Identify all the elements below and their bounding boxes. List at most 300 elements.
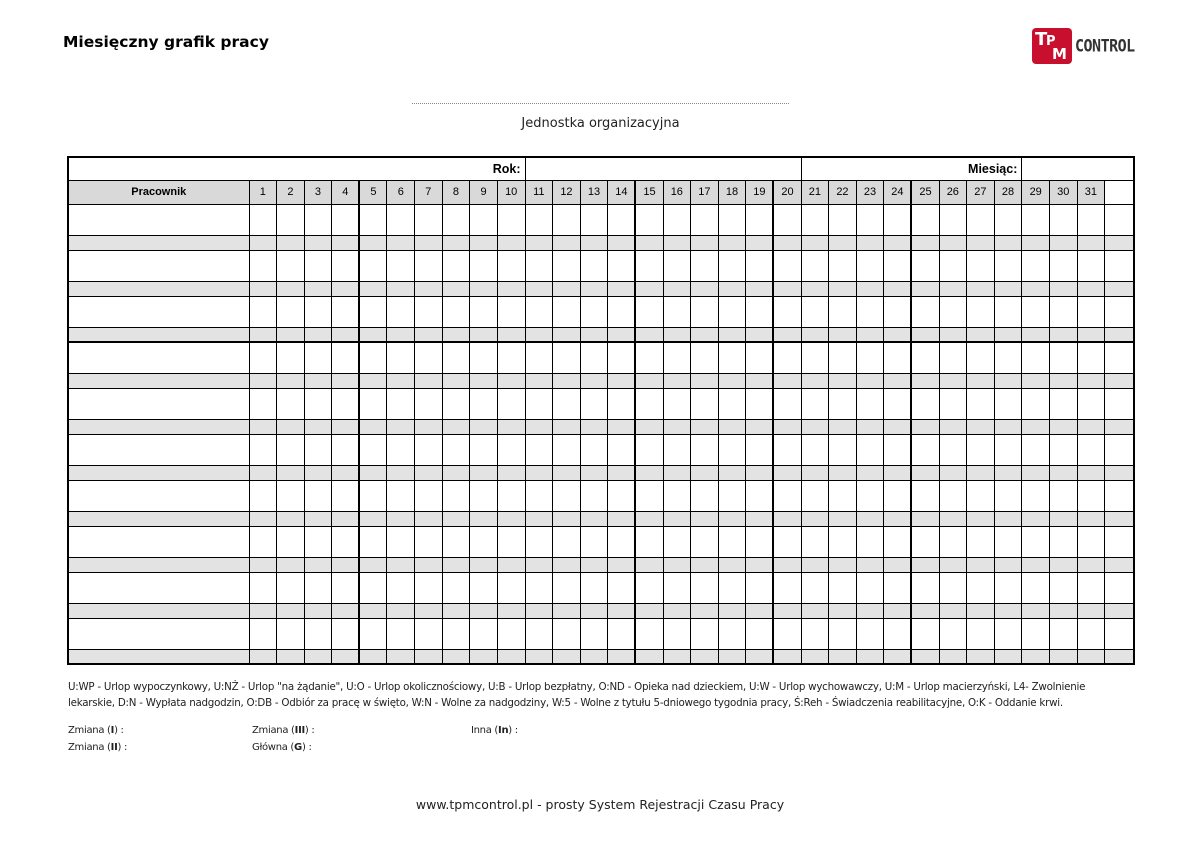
day-cell[interactable]	[249, 342, 277, 373]
day-cell[interactable]	[580, 327, 608, 342]
day-cell[interactable]	[1077, 388, 1105, 419]
day-cell[interactable]	[497, 204, 525, 235]
day-cell[interactable]	[911, 511, 939, 526]
day-cell[interactable]	[691, 603, 719, 618]
day-cell[interactable]	[884, 649, 912, 664]
day-cell[interactable]	[1077, 557, 1105, 572]
day-cell[interactable]	[1022, 618, 1050, 649]
day-cell[interactable]	[249, 480, 277, 511]
employee-name-cell[interactable]	[68, 618, 249, 649]
day-cell[interactable]	[994, 250, 1022, 281]
day-cell[interactable]	[277, 250, 305, 281]
day-cell[interactable]	[856, 603, 884, 618]
day-cell[interactable]	[746, 296, 774, 327]
day-cell[interactable]	[249, 557, 277, 572]
day-cell[interactable]	[746, 480, 774, 511]
day-cell[interactable]	[525, 327, 553, 342]
day-cell[interactable]	[525, 204, 553, 235]
day-cell[interactable]	[773, 434, 801, 465]
day-cell[interactable]	[967, 618, 995, 649]
day-cell[interactable]	[967, 388, 995, 419]
day-cell[interactable]	[884, 419, 912, 434]
day-cell[interactable]	[801, 526, 829, 557]
day-cell[interactable]	[332, 649, 360, 664]
day-cell[interactable]	[663, 419, 691, 434]
day-cell[interactable]	[608, 419, 636, 434]
day-cell[interactable]	[663, 327, 691, 342]
day-cell[interactable]	[994, 327, 1022, 342]
day-cell[interactable]	[884, 557, 912, 572]
day-cell[interactable]	[773, 480, 801, 511]
day-cell[interactable]	[497, 235, 525, 250]
day-cell[interactable]	[994, 373, 1022, 388]
day-cell[interactable]	[884, 434, 912, 465]
day-cell[interactable]	[608, 480, 636, 511]
day-cell[interactable]	[332, 572, 360, 603]
day-cell[interactable]	[635, 526, 663, 557]
day-cell[interactable]	[497, 480, 525, 511]
day-cell[interactable]	[415, 526, 443, 557]
day-cell[interactable]	[1049, 388, 1077, 419]
day-cell[interactable]	[856, 649, 884, 664]
day-cell[interactable]	[773, 618, 801, 649]
day-cell[interactable]	[801, 388, 829, 419]
day-cell[interactable]	[525, 557, 553, 572]
day-cell[interactable]	[663, 373, 691, 388]
sum-cell[interactable]	[1105, 281, 1134, 296]
day-cell[interactable]	[553, 235, 581, 250]
day-cell[interactable]	[277, 296, 305, 327]
day-cell[interactable]	[856, 618, 884, 649]
day-cell[interactable]	[691, 296, 719, 327]
day-cell[interactable]	[497, 434, 525, 465]
day-cell[interactable]	[277, 327, 305, 342]
day-cell[interactable]	[635, 465, 663, 480]
day-cell[interactable]	[967, 434, 995, 465]
day-cell[interactable]	[470, 235, 498, 250]
day-cell[interactable]	[829, 434, 857, 465]
day-cell[interactable]	[856, 327, 884, 342]
day-cell[interactable]	[304, 342, 332, 373]
day-cell[interactable]	[304, 327, 332, 342]
day-cell[interactable]	[553, 250, 581, 281]
day-cell[interactable]	[911, 250, 939, 281]
day-cell[interactable]	[470, 281, 498, 296]
day-cell[interactable]	[359, 204, 387, 235]
day-cell[interactable]	[663, 572, 691, 603]
day-cell[interactable]	[994, 296, 1022, 327]
day-cell[interactable]	[497, 557, 525, 572]
day-cell[interactable]	[442, 526, 470, 557]
employee-name-cell[interactable]	[68, 388, 249, 419]
day-cell[interactable]	[1022, 572, 1050, 603]
day-cell[interactable]	[994, 480, 1022, 511]
day-cell[interactable]	[608, 204, 636, 235]
day-cell[interactable]	[994, 511, 1022, 526]
day-cell[interactable]	[1049, 235, 1077, 250]
day-cell[interactable]	[1022, 373, 1050, 388]
employee-name-cell[interactable]	[68, 296, 249, 327]
day-cell[interactable]	[773, 204, 801, 235]
day-cell[interactable]	[939, 235, 967, 250]
day-cell[interactable]	[304, 434, 332, 465]
day-cell[interactable]	[553, 649, 581, 664]
sum-cell[interactable]	[1105, 480, 1134, 511]
day-cell[interactable]	[1049, 342, 1077, 373]
day-cell[interactable]	[801, 572, 829, 603]
day-cell[interactable]	[442, 388, 470, 419]
day-cell[interactable]	[277, 281, 305, 296]
day-cell[interactable]	[249, 603, 277, 618]
day-cell[interactable]	[442, 419, 470, 434]
day-cell[interactable]	[442, 281, 470, 296]
year-field[interactable]	[525, 157, 801, 180]
day-cell[interactable]	[470, 511, 498, 526]
day-cell[interactable]	[497, 342, 525, 373]
day-cell[interactable]	[525, 373, 553, 388]
day-cell[interactable]	[773, 327, 801, 342]
sum-cell[interactable]	[1105, 327, 1134, 342]
day-cell[interactable]	[967, 480, 995, 511]
day-cell[interactable]	[691, 327, 719, 342]
day-cell[interactable]	[1077, 511, 1105, 526]
day-cell[interactable]	[304, 296, 332, 327]
day-cell[interactable]	[1049, 480, 1077, 511]
day-cell[interactable]	[884, 204, 912, 235]
day-cell[interactable]	[525, 603, 553, 618]
day-cell[interactable]	[415, 327, 443, 342]
day-cell[interactable]	[525, 649, 553, 664]
day-cell[interactable]	[359, 373, 387, 388]
day-cell[interactable]	[773, 511, 801, 526]
day-cell[interactable]	[249, 327, 277, 342]
day-cell[interactable]	[663, 618, 691, 649]
day-cell[interactable]	[580, 296, 608, 327]
day-cell[interactable]	[746, 526, 774, 557]
day-cell[interactable]	[1022, 250, 1050, 281]
sum-cell[interactable]	[1105, 603, 1134, 618]
day-cell[interactable]	[663, 511, 691, 526]
day-cell[interactable]	[1022, 557, 1050, 572]
day-cell[interactable]	[497, 618, 525, 649]
day-cell[interactable]	[415, 603, 443, 618]
day-cell[interactable]	[773, 649, 801, 664]
day-cell[interactable]	[497, 250, 525, 281]
day-cell[interactable]	[718, 250, 746, 281]
day-cell[interactable]	[911, 572, 939, 603]
day-cell[interactable]	[580, 419, 608, 434]
day-cell[interactable]	[939, 342, 967, 373]
day-cell[interactable]	[470, 296, 498, 327]
day-cell[interactable]	[415, 434, 443, 465]
day-cell[interactable]	[856, 296, 884, 327]
day-cell[interactable]	[387, 296, 415, 327]
sum-cell[interactable]	[1105, 511, 1134, 526]
day-cell[interactable]	[525, 419, 553, 434]
day-cell[interactable]	[635, 419, 663, 434]
day-cell[interactable]	[497, 327, 525, 342]
day-cell[interactable]	[746, 557, 774, 572]
day-cell[interactable]	[359, 480, 387, 511]
day-cell[interactable]	[1049, 434, 1077, 465]
day-cell[interactable]	[442, 327, 470, 342]
sum-cell[interactable]	[1105, 419, 1134, 434]
day-cell[interactable]	[1022, 327, 1050, 342]
day-cell[interactable]	[387, 434, 415, 465]
day-cell[interactable]	[608, 572, 636, 603]
day-cell[interactable]	[911, 235, 939, 250]
month-field[interactable]	[1022, 157, 1134, 180]
day-cell[interactable]	[553, 618, 581, 649]
day-cell[interactable]	[691, 649, 719, 664]
day-cell[interactable]	[442, 204, 470, 235]
employee-name-cell[interactable]	[68, 281, 249, 296]
day-cell[interactable]	[332, 480, 360, 511]
day-cell[interactable]	[691, 281, 719, 296]
day-cell[interactable]	[911, 618, 939, 649]
day-cell[interactable]	[553, 480, 581, 511]
day-cell[interactable]	[359, 526, 387, 557]
day-cell[interactable]	[911, 296, 939, 327]
day-cell[interactable]	[718, 618, 746, 649]
day-cell[interactable]	[332, 526, 360, 557]
day-cell[interactable]	[773, 373, 801, 388]
day-cell[interactable]	[911, 388, 939, 419]
day-cell[interactable]	[1049, 250, 1077, 281]
day-cell[interactable]	[718, 572, 746, 603]
day-cell[interactable]	[635, 327, 663, 342]
day-cell[interactable]	[856, 511, 884, 526]
day-cell[interactable]	[884, 618, 912, 649]
sum-cell[interactable]	[1105, 526, 1134, 557]
day-cell[interactable]	[608, 649, 636, 664]
day-cell[interactable]	[304, 204, 332, 235]
day-cell[interactable]	[1022, 235, 1050, 250]
day-cell[interactable]	[553, 342, 581, 373]
day-cell[interactable]	[470, 557, 498, 572]
day-cell[interactable]	[277, 572, 305, 603]
day-cell[interactable]	[553, 526, 581, 557]
day-cell[interactable]	[663, 480, 691, 511]
day-cell[interactable]	[1077, 603, 1105, 618]
day-cell[interactable]	[911, 465, 939, 480]
day-cell[interactable]	[497, 603, 525, 618]
day-cell[interactable]	[553, 603, 581, 618]
day-cell[interactable]	[829, 557, 857, 572]
day-cell[interactable]	[249, 281, 277, 296]
day-cell[interactable]	[967, 465, 995, 480]
day-cell[interactable]	[1022, 434, 1050, 465]
day-cell[interactable]	[911, 649, 939, 664]
day-cell[interactable]	[939, 511, 967, 526]
day-cell[interactable]	[415, 342, 443, 373]
day-cell[interactable]	[1077, 572, 1105, 603]
day-cell[interactable]	[939, 480, 967, 511]
day-cell[interactable]	[691, 557, 719, 572]
day-cell[interactable]	[249, 250, 277, 281]
day-cell[interactable]	[939, 419, 967, 434]
day-cell[interactable]	[994, 557, 1022, 572]
day-cell[interactable]	[829, 250, 857, 281]
day-cell[interactable]	[415, 419, 443, 434]
day-cell[interactable]	[746, 327, 774, 342]
day-cell[interactable]	[277, 557, 305, 572]
day-cell[interactable]	[994, 603, 1022, 618]
employee-name-cell[interactable]	[68, 342, 249, 373]
sum-cell[interactable]	[1105, 465, 1134, 480]
day-cell[interactable]	[911, 204, 939, 235]
employee-name-cell[interactable]	[68, 235, 249, 250]
day-cell[interactable]	[608, 250, 636, 281]
day-cell[interactable]	[470, 204, 498, 235]
day-cell[interactable]	[470, 342, 498, 373]
day-cell[interactable]	[580, 204, 608, 235]
day-cell[interactable]	[718, 419, 746, 434]
day-cell[interactable]	[553, 296, 581, 327]
day-cell[interactable]	[663, 434, 691, 465]
day-cell[interactable]	[497, 511, 525, 526]
day-cell[interactable]	[856, 557, 884, 572]
day-cell[interactable]	[635, 342, 663, 373]
day-cell[interactable]	[801, 434, 829, 465]
day-cell[interactable]	[304, 618, 332, 649]
day-cell[interactable]	[497, 526, 525, 557]
day-cell[interactable]	[1022, 511, 1050, 526]
day-cell[interactable]	[415, 511, 443, 526]
day-cell[interactable]	[884, 235, 912, 250]
day-cell[interactable]	[1077, 649, 1105, 664]
day-cell[interactable]	[1022, 342, 1050, 373]
day-cell[interactable]	[387, 649, 415, 664]
day-cell[interactable]	[608, 327, 636, 342]
day-cell[interactable]	[884, 373, 912, 388]
day-cell[interactable]	[277, 618, 305, 649]
day-cell[interactable]	[497, 465, 525, 480]
day-cell[interactable]	[277, 603, 305, 618]
day-cell[interactable]	[718, 511, 746, 526]
day-cell[interactable]	[304, 281, 332, 296]
day-cell[interactable]	[1077, 526, 1105, 557]
day-cell[interactable]	[1049, 557, 1077, 572]
day-cell[interactable]	[856, 480, 884, 511]
day-cell[interactable]	[856, 204, 884, 235]
day-cell[interactable]	[663, 557, 691, 572]
day-cell[interactable]	[277, 511, 305, 526]
day-cell[interactable]	[1022, 419, 1050, 434]
day-cell[interactable]	[525, 235, 553, 250]
day-cell[interactable]	[553, 388, 581, 419]
day-cell[interactable]	[553, 204, 581, 235]
day-cell[interactable]	[994, 388, 1022, 419]
day-cell[interactable]	[553, 572, 581, 603]
day-cell[interactable]	[801, 342, 829, 373]
day-cell[interactable]	[525, 250, 553, 281]
day-cell[interactable]	[359, 296, 387, 327]
day-cell[interactable]	[773, 526, 801, 557]
day-cell[interactable]	[608, 434, 636, 465]
day-cell[interactable]	[884, 342, 912, 373]
day-cell[interactable]	[470, 649, 498, 664]
day-cell[interactable]	[829, 373, 857, 388]
day-cell[interactable]	[580, 373, 608, 388]
day-cell[interactable]	[249, 526, 277, 557]
day-cell[interactable]	[829, 465, 857, 480]
day-cell[interactable]	[773, 342, 801, 373]
day-cell[interactable]	[911, 327, 939, 342]
day-cell[interactable]	[718, 557, 746, 572]
day-cell[interactable]	[884, 465, 912, 480]
day-cell[interactable]	[856, 388, 884, 419]
day-cell[interactable]	[663, 465, 691, 480]
day-cell[interactable]	[691, 618, 719, 649]
day-cell[interactable]	[304, 511, 332, 526]
day-cell[interactable]	[608, 465, 636, 480]
day-cell[interactable]	[1022, 649, 1050, 664]
day-cell[interactable]	[1049, 572, 1077, 603]
day-cell[interactable]	[829, 526, 857, 557]
day-cell[interactable]	[387, 419, 415, 434]
day-cell[interactable]	[497, 572, 525, 603]
day-cell[interactable]	[277, 342, 305, 373]
day-cell[interactable]	[1077, 465, 1105, 480]
day-cell[interactable]	[911, 557, 939, 572]
day-cell[interactable]	[884, 603, 912, 618]
day-cell[interactable]	[332, 235, 360, 250]
day-cell[interactable]	[1022, 388, 1050, 419]
day-cell[interactable]	[470, 434, 498, 465]
day-cell[interactable]	[359, 388, 387, 419]
day-cell[interactable]	[635, 250, 663, 281]
day-cell[interactable]	[939, 649, 967, 664]
day-cell[interactable]	[580, 465, 608, 480]
day-cell[interactable]	[497, 281, 525, 296]
day-cell[interactable]	[332, 296, 360, 327]
day-cell[interactable]	[332, 603, 360, 618]
day-cell[interactable]	[967, 603, 995, 618]
day-cell[interactable]	[332, 250, 360, 281]
day-cell[interactable]	[746, 618, 774, 649]
day-cell[interactable]	[856, 373, 884, 388]
day-cell[interactable]	[856, 434, 884, 465]
day-cell[interactable]	[718, 388, 746, 419]
day-cell[interactable]	[746, 603, 774, 618]
day-cell[interactable]	[967, 327, 995, 342]
day-cell[interactable]	[829, 235, 857, 250]
day-cell[interactable]	[249, 235, 277, 250]
day-cell[interactable]	[939, 327, 967, 342]
day-cell[interactable]	[387, 526, 415, 557]
day-cell[interactable]	[470, 250, 498, 281]
day-cell[interactable]	[415, 373, 443, 388]
employee-name-cell[interactable]	[68, 419, 249, 434]
day-cell[interactable]	[249, 434, 277, 465]
day-cell[interactable]	[939, 281, 967, 296]
day-cell[interactable]	[470, 388, 498, 419]
day-cell[interactable]	[1077, 281, 1105, 296]
day-cell[interactable]	[1022, 204, 1050, 235]
day-cell[interactable]	[801, 603, 829, 618]
day-cell[interactable]	[359, 419, 387, 434]
day-cell[interactable]	[608, 526, 636, 557]
day-cell[interactable]	[691, 250, 719, 281]
day-cell[interactable]	[856, 419, 884, 434]
day-cell[interactable]	[773, 465, 801, 480]
day-cell[interactable]	[277, 480, 305, 511]
day-cell[interactable]	[691, 511, 719, 526]
day-cell[interactable]	[415, 557, 443, 572]
day-cell[interactable]	[359, 327, 387, 342]
day-cell[interactable]	[829, 296, 857, 327]
